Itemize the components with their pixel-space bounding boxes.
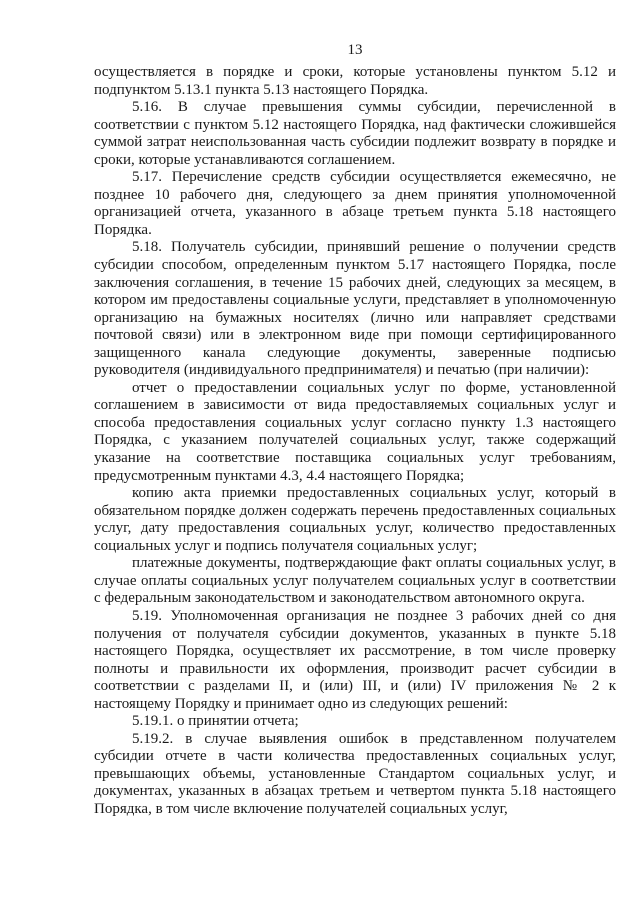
paragraph-continuation: осуществляется в порядке и сроки, которые установлены пунктом 5.12 и подпунктом 5.13.1 пункта 5.13 настоящего Порядка.	[94, 64, 616, 98]
paragraph-5-19-2: 5.19.2. в случае выявления ошибок в представленном получателем субсидии отчете в части количества предоставленных социальных услуг, превышающих объемы, установленные Стандартом социальных услуг, и документах, указанных в абзацах третьем и четвертом пункта 5.18 настоящего Порядка, в том числе включение получателей социальных услуг,	[94, 730, 616, 817]
paragraph-5-17: 5.17. Перечисление средств субсидии осуществляется ежемесячно, не позднее 10 рабочего дня, следующего за днем принятия уполномоченной организацией отчета, указанного в абзаце третьем пункта 5.18 настоящего Порядка.	[94, 169, 616, 238]
paragraph-report-item: отчет о предоставлении социальных услуг по форме, установленной соглашением в зависимости от вида предоставляемых социальных услуг и способа предоставления социальных услуг согласно пункту 1.3 настоящего Порядка, с указанием получателей социальных услуг, также содержащий указание на соответствие поставщика социальных услуг требованиям, предусмотренным пунктами 4.3, 4.4 настоящего Порядка;	[94, 379, 616, 484]
paragraph-5-18: 5.18. Получатель субсидии, принявший решение о получении средств субсидии способом, определенным пунктом 5.17 настоящего Порядка, после заключения соглашения, в течение 15 рабочих дней, следующих за месяцем, в котором им предоставлены социальные услуги, представляет в уполномоченную организацию на бумажных носителях (лично или направляет средствами почтовой связи) или в электронном виде при помощи сертифицированного защищенного канала следующие документы, заверенные подписью руководителя (индивидуального предпринимателя) и печатью (при наличии):	[94, 239, 616, 379]
paragraph-5-19: 5.19. Уполномоченная организация не позднее 3 рабочих дней со дня получения от получателя субсидии документов, указанных в пункте 5.18 настоящего Порядка, осуществляет их рассмотрение, в том числе проверку полноты и правильности их оформления, производит расчет субсидии в соответствии с разделами II, и (или) III, и (или) IV приложения № 2 к настоящему Порядку и принимает одно из следующих решений:	[94, 607, 616, 712]
document-text-body	[94, 64, 616, 819]
paragraph-5-19-1: 5.19.1. о принятии отчета;	[132, 713, 299, 730]
paragraph-5-16: 5.16. В случае превышения суммы субсидии, перечисленной в соответствии с пунктом 5.12 настоящего Порядка, над фактически сложившейся суммой затрат неиспользованная часть субсидии подлежит возврату в порядке и сроки, которые устанавливаются соглашением.	[94, 99, 616, 168]
paragraph-payment-docs-item: платежные документы, подтверждающие факт оплаты социальных услуг, в случае оплаты социальных услуг получателем социальных услуг в соответствии с федеральным законодательством и законодательством автономного округа.	[94, 555, 616, 607]
page-number: 13	[347, 42, 363, 58]
paragraph-act-copy-item: копию акта приемки предоставленных социальных услуг, который в обязательном порядке должен содержать перечень предоставленных социальных услуг, дату предоставления социальных услуг, количество предоставленных социальных услуг и подпись получателя социальных услуг;	[94, 485, 616, 554]
document-page	[94, 0, 616, 905]
